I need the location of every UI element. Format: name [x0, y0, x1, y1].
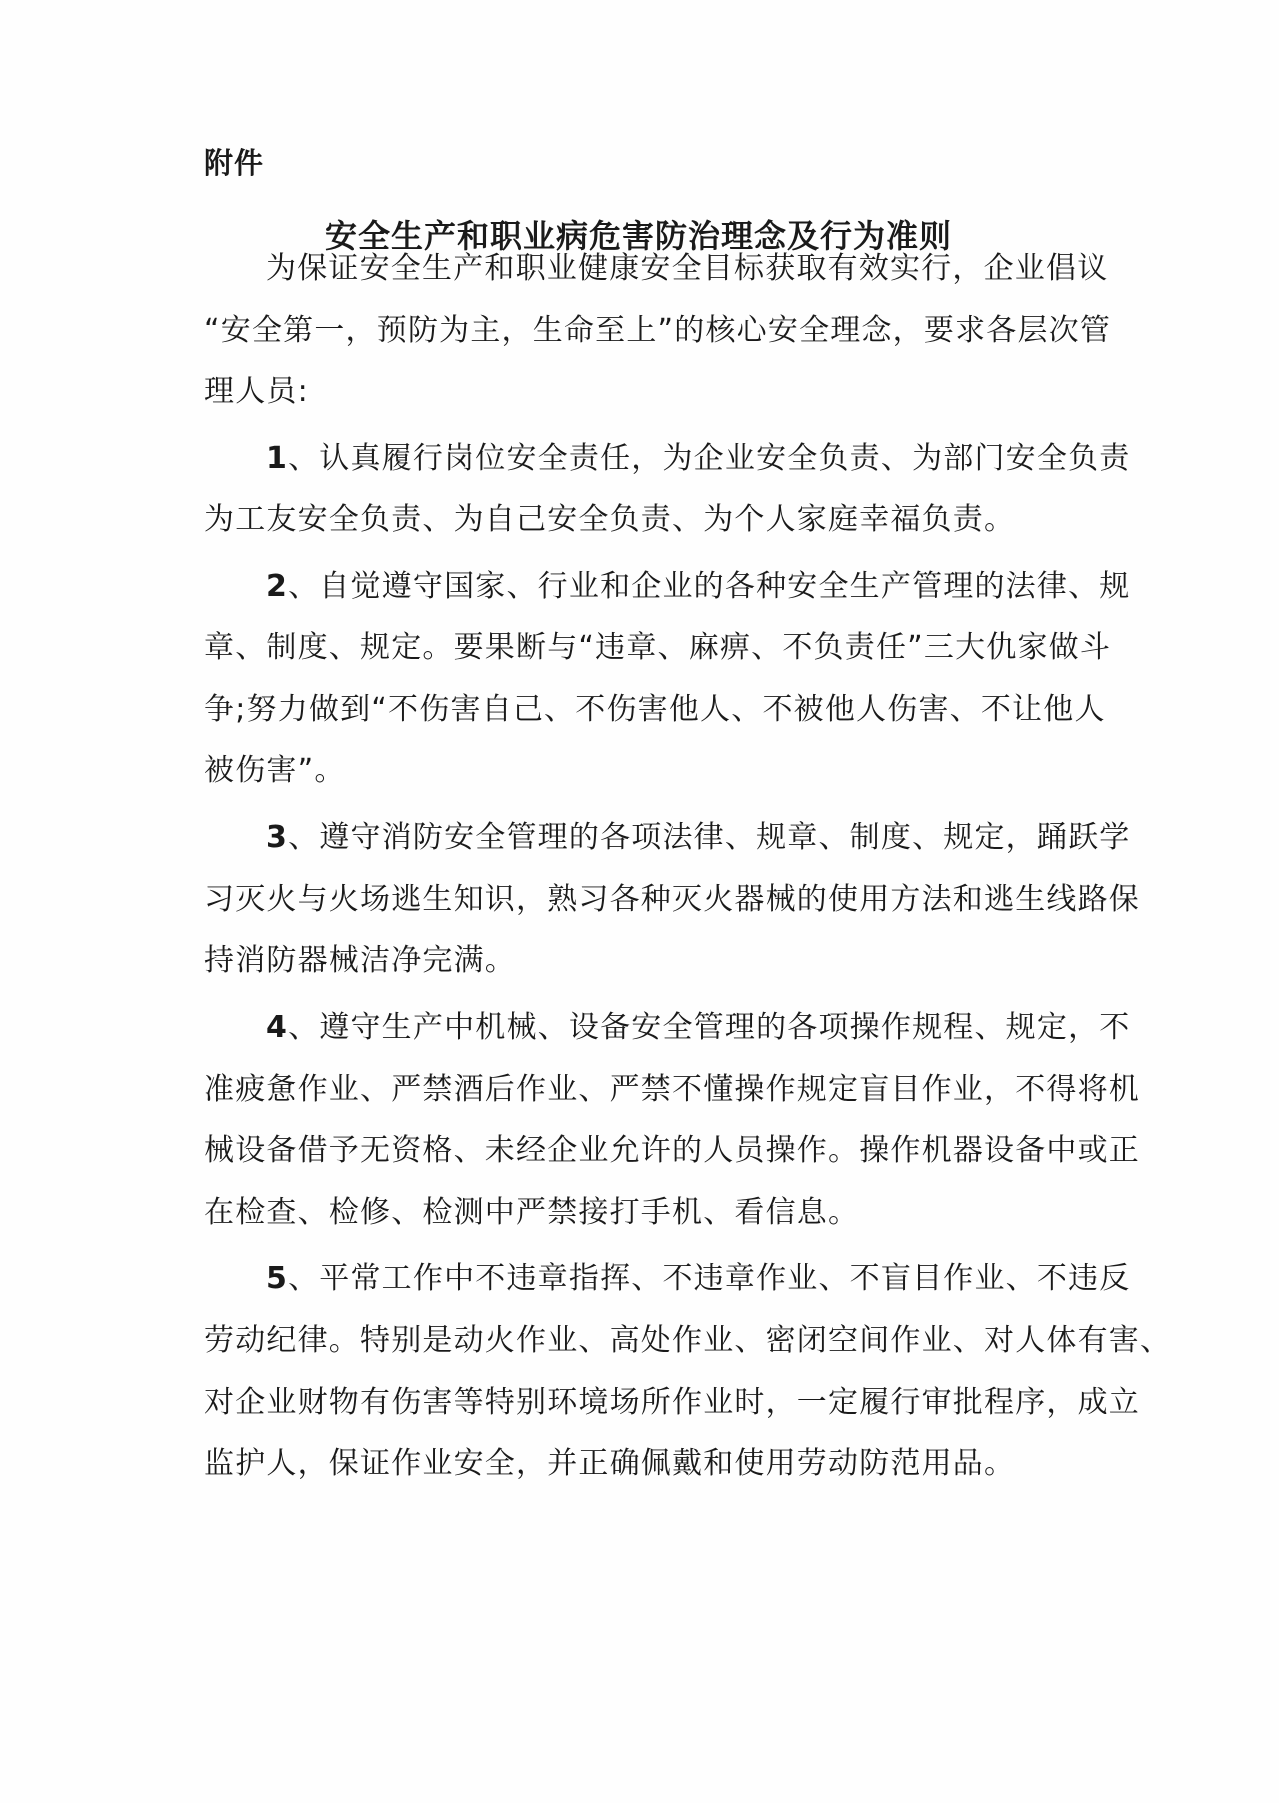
- item-4-line: 准疲惫作业、严禁酒后作业、严禁不懂操作规定盲目作业，不得将机: [204, 1072, 1140, 1107]
- item-3-number: 3: [266, 820, 289, 855]
- item-3-line: 习灭火与火场逃生知识，熟习各种灭火器械的使用方法和逃生线路保: [204, 882, 1140, 917]
- item-4-line: [266, 1008, 1130, 1048]
- item-4-line: 在检查、检修、检测中严禁接打手机、看信息。: [204, 1195, 860, 1230]
- intro-line: “安全第一，预防为主，生命至上”的核心安全理念，要求各层次管: [204, 313, 1112, 348]
- item-4-number: 4: [266, 1010, 289, 1045]
- item-5-line: 劳动纪律。特别是动火作业、高处作业、密闭空间作业、对人体有害、: [204, 1323, 1172, 1358]
- item-3-line: [266, 818, 1130, 858]
- item-1-number: 1: [266, 441, 289, 476]
- attachment-label: 附件: [204, 146, 265, 180]
- item-5-line: [266, 1259, 1130, 1299]
- intro-line: 为保证安全生产和职业健康安全目标获取有效实行，企业倡议: [266, 251, 1109, 286]
- item-5-line: 监护人，保证作业安全，并正确佩戴和使用劳动防范用品。: [204, 1446, 1016, 1481]
- item-4-line: 械设备借予无资格、未经企业允许的人员操作。操作机器设备中或正: [204, 1133, 1140, 1168]
- item-2-text: 、自觉遵守国家、行业和企业的各种安全生产管理的法律、规: [288, 569, 1131, 604]
- item-2-number: 2: [266, 569, 289, 604]
- item-3-text: 、遵守消防安全管理的各项法律、规章、制度、规定，踊跃学: [288, 820, 1131, 855]
- item-2-line: 争;努力做到“不伤害自己、不伤害他人、不被他人伤害、不让他人: [204, 692, 1106, 727]
- item-3-line: 持消防器械洁净完满。: [204, 943, 516, 978]
- item-1-text: 、认真履行岗位安全责任，为企业安全负责、为部门安全负责: [288, 441, 1131, 476]
- intro-line: 理人员:: [204, 374, 309, 409]
- item-1-line: 为工友安全负责、为自己安全负责、为个人家庭幸福负责。: [204, 502, 1016, 537]
- document-title: 安全生产和职业病危害防治理念及行为准则: [325, 217, 953, 255]
- item-5-text: 、平常工作中不违章指挥、不违章作业、不盲目作业、不违反: [288, 1261, 1131, 1296]
- item-5-number: 5: [266, 1261, 289, 1296]
- item-2-line: 章、制度、规定。要果断与“违章、麻痹、不负责任”三大仇家做斗: [204, 630, 1112, 665]
- item-5-line: 对企业财物有伤害等特别环境场所作业时，一定履行审批程序，成立: [204, 1385, 1140, 1420]
- item-4-text: 、遵守生产中机械、设备安全管理的各项操作规程、规定，不: [288, 1010, 1131, 1045]
- item-2-line: 被伤害”。: [204, 753, 346, 788]
- item-1-line: [266, 439, 1130, 479]
- item-2-line: [266, 567, 1130, 607]
